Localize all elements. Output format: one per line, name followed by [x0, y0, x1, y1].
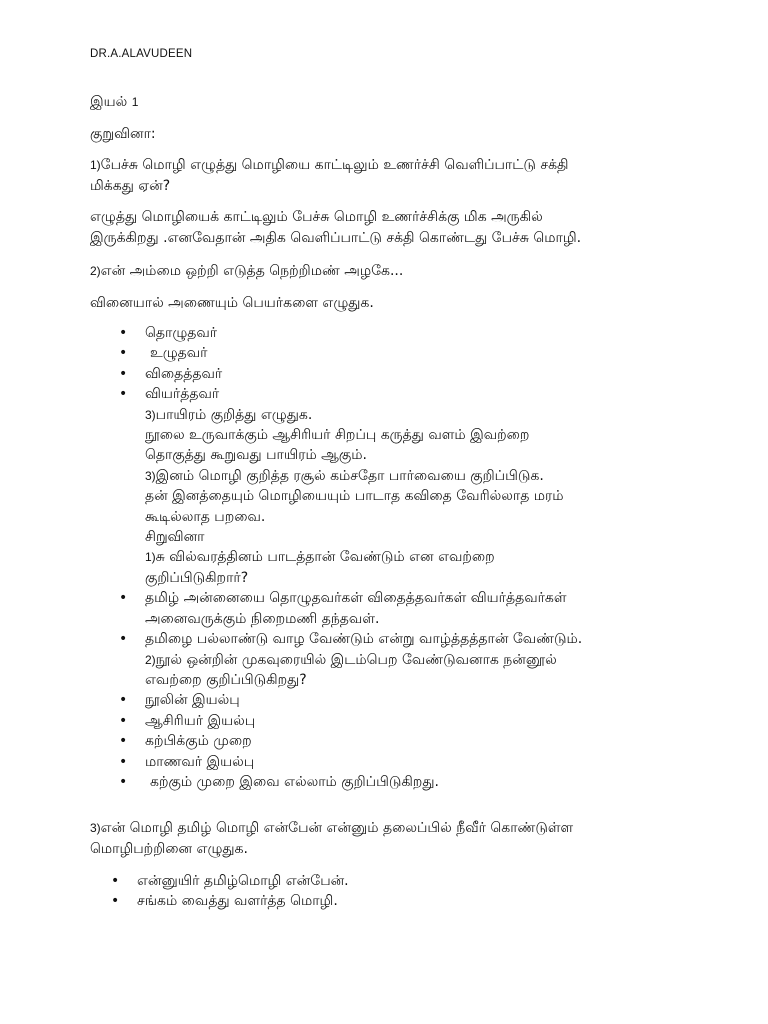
lesson-heading	[90, 92, 690, 113]
question-number: 3)	[90, 821, 101, 835]
lesson-number: 1	[131, 95, 139, 109]
author-name: DR.A.ALAVUDEEN	[90, 48, 193, 60]
answer-text-line: எழுத்து மொழியைக் காட்டிலும் பேச்சு மொழி உணர்ச்சிக்கு மிக அருகில்	[90, 209, 543, 225]
question-number: 2)	[90, 264, 101, 278]
list-item: • விதைத்தவர்	[145, 364, 690, 384]
question-text-line: பேச்சு மொழி எழுத்து மொழியை காட்டிலும் உணர்ச்சி வெளிப்பாட்டு சக்தி	[100, 157, 569, 173]
list-item: • கற்பிக்கும் முறை	[145, 731, 690, 751]
question-line	[145, 650, 690, 670]
question-line: எவற்றை குறிப்பிடுகிறது?	[145, 671, 307, 688]
answer-line: தன் இனத்தையும் மொழியையும் பாடாத கவிதை வேரில்லாத மரம்	[145, 488, 564, 505]
question-text-line: என் மொழி தமிழ் மொழி என்பேன் என்னும் தலைப்பில் நீவீர் கொண்டுள்ள	[100, 820, 574, 836]
list-item: • நூலின் இயல்பு	[145, 690, 690, 710]
question-number: 1)	[145, 550, 156, 565]
list-item: • கற்கும் முறை இவை எல்லாம் குறிப்பிடுகிறது.	[145, 772, 690, 792]
answer-list-final	[137, 871, 682, 912]
question-text: பாயிரம் குறித்து எழுதுக.	[155, 406, 313, 423]
question-text-line: மிக்கது ஏன்?	[90, 178, 171, 194]
list-item: • சங்கம் வைத்து வளர்த்த மொழி.	[137, 891, 682, 911]
question-text: இனம் மொழி குறித்த ரசூல் கம்சதோ பார்வையை குறிப்பிடுக.	[155, 467, 544, 484]
list-item: • ஆசிரியர் இயல்பு	[145, 711, 690, 731]
question-text: என் அம்மை ஒற்றி எடுத்த நெற்றிமண் அழகே...	[100, 263, 404, 279]
long-question-3	[90, 818, 690, 860]
answer-line: தொகுத்து கூறுவது பாயிரம் ஆகும்.	[145, 447, 367, 464]
question-line	[145, 547, 690, 567]
question-number: 1)	[90, 158, 101, 172]
list-item: • தொழுதவர்	[145, 323, 690, 343]
question-text: நூல் ஒன்றின் முகவுரையில் இடம்பெற வேண்டுவனாக நன்னூல்	[155, 651, 557, 668]
section-heading-long: சிறுவினா	[145, 529, 205, 546]
question-line	[145, 405, 690, 425]
answer-1	[90, 207, 690, 249]
answer-list-main	[145, 323, 690, 792]
question-line: குறிப்பிடுகிறார்?	[145, 569, 249, 586]
question-text-line: மொழிபற்றினை எழுதுக.	[90, 841, 248, 857]
question-line	[145, 466, 690, 486]
answer-text-line: இருக்கிறது .எனவேதான் அதிக வெளிப்பாட்டு சக்தி கொண்டது பேச்சு மொழி.	[90, 230, 582, 246]
list-item: • உழுதவர்	[145, 343, 690, 363]
list-item-continuation: அனைவருக்கும் நிறைமணி தந்தவள்.	[145, 610, 380, 627]
lesson-title: இயல்	[90, 94, 128, 110]
answer-line: கூடில்லாத பறவை.	[145, 508, 266, 525]
question-number: 3)	[145, 407, 156, 422]
section-heading-short: குறுவினா:	[90, 126, 156, 142]
list-item: • வியர்த்தவர்	[145, 384, 690, 404]
question-number: 3)	[145, 468, 156, 483]
answer-line: நூலை உருவாக்கும் ஆசிரியர் சிறப்பு கருத்து வளம் இவற்றை	[145, 427, 530, 444]
list-item: • மாணவர் இயல்பு	[145, 752, 690, 772]
question-text: சு வில்வரத்தினம் பாடத்தான் வேண்டும் என எவற்றை	[155, 549, 495, 566]
list-item: • தமிழ் அன்னையை தொழுதவர்கள் விதைத்தவர்கள் வியர்த்தவர்கள்	[145, 588, 690, 608]
question-1	[90, 155, 690, 197]
list-item: • தமிழை பல்லாண்டு வாழ வேண்டும் என்று வாழ்த்தத்தான் வேண்டும்.	[145, 629, 690, 649]
list-item: • என்னுயிர் தமிழ்மொழி என்பேன்.	[137, 871, 682, 891]
question-number: 2)	[145, 652, 156, 667]
question-2	[90, 261, 690, 282]
question-2-instruction: வினையால் அணையும் பெயர்களை எழுதுக.	[90, 295, 374, 311]
